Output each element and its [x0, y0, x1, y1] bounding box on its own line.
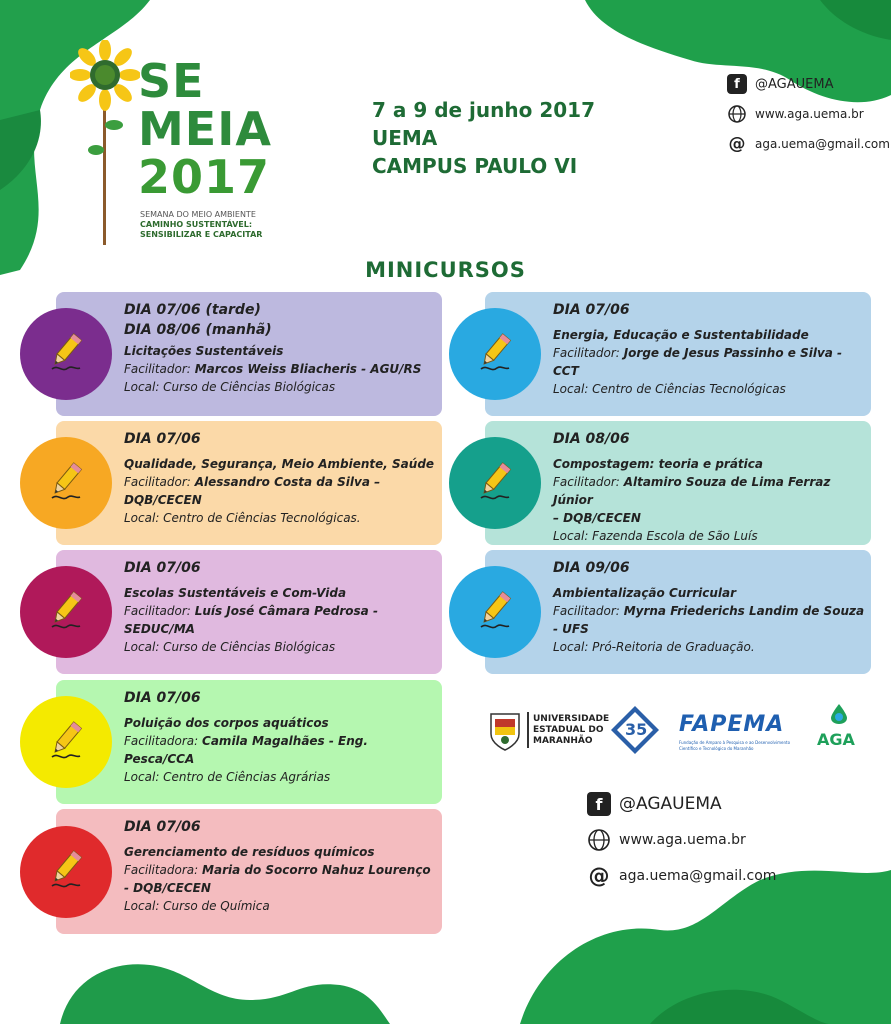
course-card — [485, 421, 871, 545]
course-title: Licitações Sustentáveis — [124, 344, 284, 358]
at-icon: @ — [588, 864, 610, 888]
event-logo — [70, 40, 330, 250]
facebook-icon: f — [587, 792, 611, 816]
course-location: Local: Curso de Química — [124, 899, 270, 913]
pencil-icon — [46, 460, 86, 507]
logo-tagline-1: SEMANA DO MEIO AMBIENTE — [140, 210, 256, 219]
logo-word-se: SE — [138, 54, 205, 108]
globe-icon — [727, 104, 747, 124]
course-card — [485, 292, 871, 416]
contact-facebook[interactable] — [727, 74, 890, 94]
facebook-handle: @AGAUEMA — [755, 76, 834, 92]
course-card — [485, 550, 871, 674]
facilitator-name: Marcos Weiss Bliacheris - AGU/RS — [194, 362, 422, 376]
facilitator-label: Facilitador: — [124, 475, 191, 489]
pencil-badge — [449, 308, 541, 400]
course-day: DIA 09/06 — [553, 560, 630, 576]
course-facilitator-row — [553, 344, 865, 380]
facilitator-label: Facilitadora: — [124, 863, 199, 877]
pencil-badge — [20, 308, 112, 400]
pencil-badge — [20, 696, 112, 788]
course-location: Local: Centro de Ciências Agrárias — [124, 770, 331, 784]
course-title: Compostagem: teoria e prática — [553, 457, 763, 471]
course-day: DIA 07/06 — [124, 819, 201, 835]
course-title: Energia, Educação e Sustentabilidade — [553, 328, 809, 342]
course-facilitator-row — [124, 473, 436, 509]
course-title: Ambientalização Curricular — [553, 586, 737, 600]
facebook-icon: f — [727, 74, 747, 94]
facilitator-name: Altamiro Souza de Lima Ferraz Júnior — [553, 475, 831, 507]
fapema-sub-2: Científico e Tecnológico do Maranhão — [679, 746, 754, 751]
contact-facebook-bottom[interactable] — [587, 792, 776, 816]
course-facilitator-row — [124, 861, 436, 879]
facilitator-name-cont: - UFS — [553, 622, 589, 636]
facilitator-label: Facilitadora: — [124, 734, 199, 748]
pencil-icon — [475, 589, 515, 636]
course-facilitator-row — [553, 473, 865, 509]
course-day: DIA 08/06 — [553, 431, 630, 447]
course-location: Local: Centro de Ciências Tecnológicas — [553, 382, 786, 396]
facilitator-name-cont: – DQB/CECEN — [553, 511, 641, 525]
pencil-badge — [449, 566, 541, 658]
course-title: Qualidade, Segurança, Meio Ambiente, Saúde — [124, 457, 435, 471]
course-day: DIA 07/06 (tarde) — [124, 302, 261, 318]
course-day: DIA 07/06 — [553, 302, 630, 318]
uema-35-label: 35 — [625, 720, 648, 739]
course-facilitator-row — [124, 360, 436, 378]
aga-logo: AGA — [817, 730, 855, 749]
pencil-icon — [46, 589, 86, 636]
course-card — [56, 421, 442, 545]
pencil-badge — [20, 566, 112, 658]
uema-divider — [527, 712, 529, 748]
facilitator-label: Facilitador: — [553, 346, 620, 360]
contact-website-bottom[interactable] — [587, 828, 776, 852]
course-title: Poluição dos corpos aquáticos — [124, 716, 329, 730]
uema-name-2: ESTADUAL DO — [533, 725, 604, 735]
course-location: Local: Curso de Ciências Biológicas — [124, 380, 336, 394]
uema-name-3: MARANHÃO — [533, 736, 593, 746]
uema-name-1: UNIVERSIDADE — [533, 714, 610, 724]
course-card — [56, 809, 442, 934]
logo-tagline-2: CAMINHO SUSTENTÁVEL: — [140, 220, 253, 229]
course-day: DIA 07/06 — [124, 690, 201, 706]
facilitator-name: Jorge de Jesus Passinho e Silva - CCT — [553, 346, 843, 378]
course-day: DIA 07/06 — [124, 431, 201, 447]
sunflower-icon — [70, 40, 140, 250]
event-date: 7 a 9 de junho 2017 — [372, 98, 595, 122]
course-title: Escolas Sustentáveis e Com-Vida — [124, 586, 347, 600]
website-url: www.aga.uema.br — [755, 107, 864, 121]
logo-year: 2017 — [138, 150, 271, 204]
event-info — [372, 96, 595, 180]
aga-drop-icon — [827, 702, 851, 726]
facilitator-name-cont: - DQB/CECEN — [124, 881, 211, 895]
pencil-icon — [46, 848, 86, 895]
course-location: Local: Centro de Ciências Tecnológicas. — [124, 511, 361, 525]
facilitator-name: Luís José Câmara Pedrosa - SEDUC/MA — [124, 604, 378, 636]
course-facilitator-row — [124, 732, 436, 768]
facilitator-label: Facilitador: — [124, 362, 191, 376]
pencil-badge — [20, 826, 112, 918]
course-day-2: DIA 08/06 (manhã) — [124, 322, 272, 338]
fapema-sub-1: Fundação de Amparo à Pesquisa e ao Desenvolvimento — [679, 740, 791, 745]
pencil-icon — [46, 719, 86, 766]
at-icon: @ — [728, 134, 746, 154]
event-org: UEMA — [372, 126, 438, 150]
event-campus: CAMPUS PAULO VI — [372, 154, 578, 178]
course-facilitator-row — [553, 602, 865, 620]
pencil-badge — [20, 437, 112, 529]
pencil-icon — [475, 460, 515, 507]
facilitator-name: Camila Magalhães - Eng. Pesca/CCA — [124, 734, 368, 766]
pencil-icon — [475, 331, 515, 378]
contact-top — [727, 74, 890, 154]
course-location: Local: Curso de Ciências Biológicas — [124, 640, 336, 654]
course-card — [56, 680, 442, 804]
section-title: MINICURSOS — [365, 258, 526, 282]
course-facilitator-row — [124, 602, 436, 638]
website-url-bottom: www.aga.uema.br — [619, 832, 746, 848]
facilitator-name: Myrna Friederichs Landim de Souza — [623, 604, 865, 618]
sponsor-logos — [487, 700, 867, 760]
fapema-logo: FAPEMA — [679, 712, 785, 737]
course-location: Local: Fazenda Escola de São Luís — [553, 529, 758, 543]
facilitator-label: Facilitador: — [124, 604, 191, 618]
course-day: DIA 07/06 — [124, 560, 201, 576]
pencil-icon — [46, 331, 86, 378]
pencil-badge — [449, 437, 541, 529]
logo-tagline-3: SENSIBILIZAR E CAPACITAR — [140, 230, 263, 239]
uema-crest-icon — [487, 710, 523, 752]
course-location: Local: Pró-Reitoria de Graduação. — [553, 640, 755, 654]
contact-email[interactable] — [727, 134, 890, 154]
facebook-handle-bottom: @AGAUEMA — [619, 794, 722, 814]
contact-email-bottom[interactable] — [587, 864, 776, 888]
facilitator-label: Facilitador: — [553, 475, 620, 489]
course-title: Gerenciamento de resíduos químicos — [124, 845, 375, 859]
globe-icon — [587, 828, 611, 852]
email-address-bottom: aga.uema@gmail.com — [619, 868, 777, 884]
course-card — [56, 292, 442, 416]
email-address: aga.uema@gmail.com — [755, 137, 890, 151]
logo-word-meia: MEIA — [138, 102, 272, 156]
course-card — [56, 550, 442, 674]
facilitator-name: Alessandro Costa da Silva – DQB/CECEN — [124, 475, 381, 507]
contact-bottom — [587, 792, 776, 888]
facilitator-name: Maria do Socorro Nahuz Lourenço — [202, 863, 431, 877]
facilitator-label: Facilitador: — [553, 604, 620, 618]
contact-website[interactable] — [727, 104, 890, 124]
